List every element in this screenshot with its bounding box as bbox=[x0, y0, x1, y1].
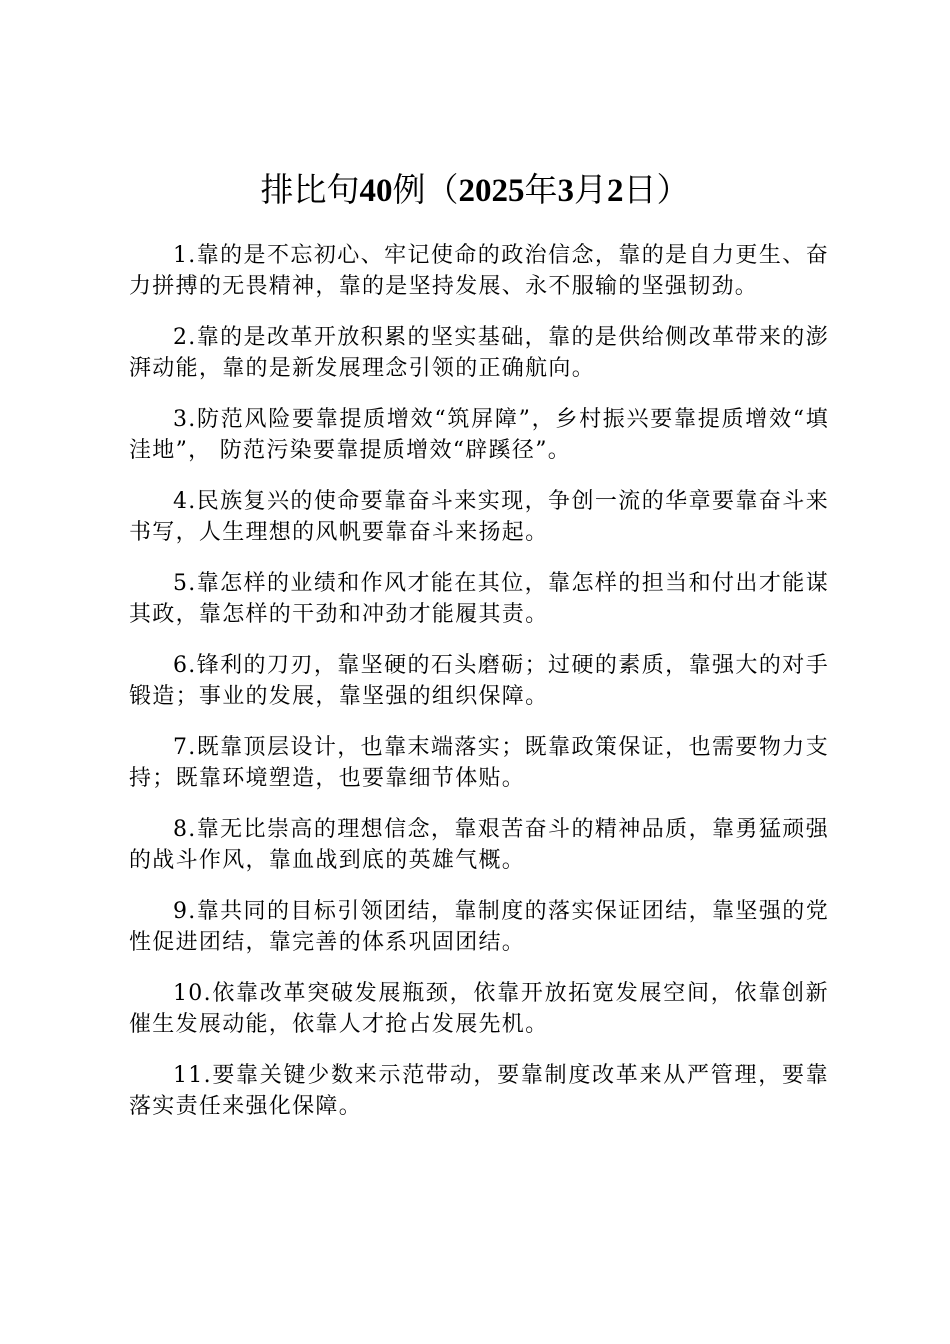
example-item-5: 5.靠怎样的业绩和作风才能在其位，靠怎样的担当和付出才能谋其政，靠怎样的干劲和冲劲才能履其责。 bbox=[129, 571, 829, 627]
example-item-6: 6.锋利的刀刃，靠坚硬的石头磨砺；过硬的素质，靠强大的对手锻造；事业的发展，靠坚强的组织保障。 bbox=[129, 653, 829, 709]
example-item-10: 10.依靠改革突破发展瓶颈，依靠开放拓宽发展空间，依靠创新催生发展动能，依靠人才抢占发展先机。 bbox=[129, 981, 829, 1037]
document-title bbox=[0, 166, 950, 215]
title-day-suffix: 日） bbox=[623, 170, 690, 209]
title-year: 2025 bbox=[458, 173, 525, 209]
title-mid: 例（ bbox=[392, 170, 459, 209]
title-prefix: 排比句 bbox=[260, 170, 360, 209]
example-item-8: 8.靠无比崇高的理想信念，靠艰苦奋斗的精神品质，靠勇猛顽强的战斗作风，靠血战到底的英雄气概。 bbox=[129, 817, 829, 873]
title-day: 2 bbox=[607, 173, 624, 209]
example-item-3: 3.防范风险要靠提质增效“筑屏障”，乡村振兴要靠提质增效“填洼地”， 防范污染要靠提质增效“辟蹊径”。 bbox=[129, 407, 829, 463]
example-item-1: 1.靠的是不忘初心、牢记使命的政治信念，靠的是自力更生、奋力拼搏的无畏精神，靠的是坚持发展、永不服输的坚强韧劲。 bbox=[129, 243, 829, 299]
title-month-suffix: 月 bbox=[574, 170, 607, 209]
title-year-suffix: 年 bbox=[524, 170, 558, 209]
example-item-7: 7.既靠顶层设计，也靠末端落实；既靠政策保证，也需要物力支持；既靠环境塑造，也要靠细节体贴。 bbox=[129, 735, 829, 791]
example-item-2: 2.靠的是改革开放积累的坚实基础，靠的是供给侧改革带来的澎湃动能，靠的是新发展理念引领的正确航向。 bbox=[129, 325, 829, 381]
example-item-9: 9.靠共同的目标引领团结，靠制度的落实保证团结，靠坚强的党性促进团结，靠完善的体系巩固团结。 bbox=[129, 899, 829, 955]
example-item-11: 11.要靠关键少数来示范带动，要靠制度改革来从严管理，要靠落实责任来强化保障。 bbox=[129, 1063, 829, 1119]
example-list bbox=[129, 240, 829, 1142]
example-item-4: 4.民族复兴的使命要靠奋斗来实现，争创一流的华章要靠奋斗来书写，人生理想的风帆要靠奋斗来扬起。 bbox=[129, 489, 829, 545]
title-month: 3 bbox=[557, 173, 574, 209]
title-count: 40 bbox=[359, 173, 393, 209]
